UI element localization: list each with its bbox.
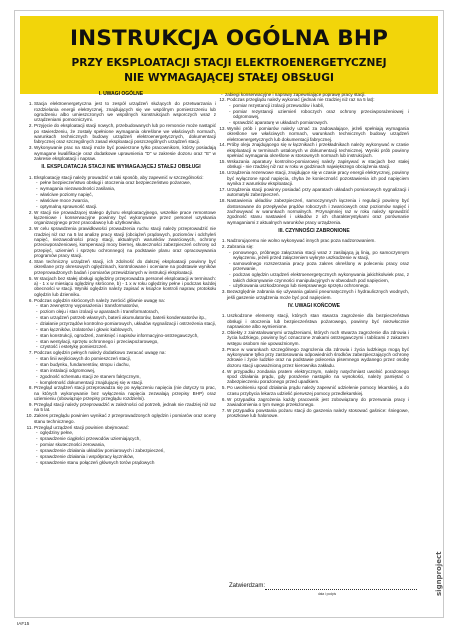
list-item: 10. Zakres przeglądu powinien wynikać z przeprowadzonych oględzin i pomiarów oraz oceny stanu technicznego. xyxy=(34,413,216,424)
sub-list-item: - oględziny pełne, xyxy=(40,430,216,435)
product-code: IAF15 xyxy=(17,621,30,626)
signature-line xyxy=(265,589,417,590)
list-item-text: Przegląd urządzeń stacji powinien obejmować: xyxy=(34,424,130,430)
header-banner xyxy=(20,16,438,94)
list-item: 3. Bezwzględnie zabrania się używania galanii pneumatycznych i hydraulicznych wodnych, jeśli gaszenie urządzenia może być pod napięciem. xyxy=(227,289,409,300)
list-item-text: Podczas oględzin skróconych należy zwrócić głównie uwagę na: xyxy=(34,297,165,303)
sub-list-item: - właściwe poziomy napięć, xyxy=(40,192,216,197)
list-item: 1. Nadzorującemu nie wolno wykonywać innych prac poza nadzorowaniem. xyxy=(227,238,409,243)
list-item: 4. Stan techniczny urządzeń stacji, ich zdolność do dalszej eksploatacji powinny być określane przy okresowych oględzinach, kontrolowane i oceniane na podstawie wyników przeprowadzonych badań i pomiarów przewidzianych w instrukcji eksploatacji. xyxy=(34,259,216,275)
list-item xyxy=(227,97,409,125)
section-heading-final-remarks: IV. UWAGI KOŃCOWE xyxy=(287,303,341,310)
sub-list xyxy=(34,303,216,350)
sub-list-item: - pełne bezpieczeństwo obsługi i otoczenia oraz bezpieczeństwo pożarowe, xyxy=(40,180,216,185)
sub-list xyxy=(227,250,409,289)
section-heading-operation: II. EKSPLOATACJA STACJI NIE WYMAGAJĄCEJ STAŁEJ OBSŁUGI xyxy=(41,164,201,171)
list-item xyxy=(34,298,216,350)
list-item: 13. Wyniki prób i pomiarów należy uznać za zadowalające, jeżeli spełniają wymagania określone we właściwych normach, warunkach technicznych budowy urządzeń elektroenergetycznych lub dokumentacji fabrycznej. xyxy=(227,126,409,142)
sub-list-item: - stan urządzeń potrzeb własnych, baterii akumulatorów, baterii kondensatorów itp., xyxy=(40,315,216,320)
sub-list-item: - wymagania niezawodności zasilania, xyxy=(40,186,216,191)
sub-list-item: - stan budynku, fundamentów, stropu i dachu, xyxy=(40,362,216,367)
list-item: 17. Urządzenia stacji powinny posiadać przy aparatach układach pomiarowych sygnalizacji i automatyki zabezpieczeń. xyxy=(227,187,409,198)
sub-list-item: - optymalną sprawność stacji. xyxy=(40,204,216,209)
sub-list-item: - pomiar rezystancji uziemień roboczych oraz ochrony przeciwporażeniowej i odgromowej, xyxy=(233,109,409,120)
sub-list-item: - zabiegi konserwacyjne i naprawy zapewniające poprawę pracy stacji. xyxy=(225,92,409,97)
list-item: 9. Przegląd stacji należy przeprowadzić w zależności od potrzeb, jednak nie rzadziej niż raz na 5 lat. xyxy=(34,402,216,413)
sub-list-item: - sprawdzenie działania układów pomiarowych i zabezpieczeń, xyxy=(40,448,216,453)
sub-list-item: - stan instalacji odgromowej, xyxy=(40,368,216,373)
brand-logo: signproject xyxy=(435,551,443,596)
list-item: 4. W przypadku zondania pratem elektrycznym, należy natychmiast uwolnić porażonego spod działania prądu, gdy porażenie nastąpiło na wysokości, należy pamiętać o zabezpieczeniu porażonego przed upadkiem. xyxy=(227,369,409,385)
sub-list-item: - stan łączników, izolatorów i głowic kablowych, xyxy=(40,327,216,332)
list-item xyxy=(34,350,216,384)
sub-list xyxy=(34,356,216,385)
sub-list-item: - działanie przyrządów kontrolno-pomiarowych, układów sygnalizacji i ostrzeżenia stacji, xyxy=(40,321,216,326)
sub-list-item: - kompletność dokumentacji znajdującej się w stacji. xyxy=(40,380,216,385)
list-item: 3. Wykonywanie prac na stacji może być powierzone tylko pracownikom, którzy posiadają wymagane kwalifikacje oraz dodatkowe uprawnienia "D" w zakresie dozoru oraz "E" w zakresie eksploatacji i napraw. xyxy=(34,145,216,161)
sub-list-item: - sprawdzić aparaturę w układach pomiarowych. xyxy=(233,120,409,125)
list-item: 16. Urządzenia rezerwowe stacji, znajdujące się w czasie pracy energii elektrycznej, powinny być wyłączone spod napięcia, chyba że konieczność pozostawienia ich pod napięciem wynika z warunków eksploatacji. xyxy=(227,170,409,186)
list-item: 5. W stacjach bez stałej obsługi oględziny przeprowadza personel eksploatacji w terminach: a) - 1 x w miesiącu oględziny skrócone, b) - 1 x w roku oględziny pełne i podczas każdej obecności w stacji. Wyniki oględzin należy zapisać w książce kontroli napraw, protokołu oględzin lub dzienniku. xyxy=(34,276,216,297)
operation-list-continued xyxy=(219,97,409,225)
list-item: 3. Prace w warunkach szczególnego zagrożenia dla zdrowia i życia ludzkiego mogą być wykonywane tylko przy zastosowaniu odpowiednich środków zabezpieczających ochronę zdrowie i życie ludzkie oraz na podstawie polecenia pisemnego wydanego przez osobę dozoru stacji upoważnioną przez kierownika zakładu. xyxy=(227,347,409,368)
list-item: 6. W przypadku zagrożenia każdy pracownik jest zobowiązany do przerwania pracy i zawiadomienia o tym swego przełożonego. xyxy=(227,397,409,408)
list-item: 18. Nastawienia układów zabezpieczeń, samoczynnych łączenia i regulacji powinny być dostosowane do przepływów prądów roboczych i zwarciowych oraz poziomów napięć i zachowywać w warunkach normalnych. Przynajmniej raz w roku należy sprawdzić zgodność stanu nastawień i układów z ich charakterystykami oraz porównanie wymaganiami z aktualnych warunków pracy urządzenia. xyxy=(227,198,409,225)
sub-list-item: - pomiar rezystancji izolacji przewodów i kabli, xyxy=(233,103,409,108)
approval-label: Zatwierdzam: xyxy=(229,583,266,589)
list-item-text: Zabrania się: xyxy=(227,244,254,250)
sub-list-item: - stan zewnętrzny wyposażenia i transformatorów, xyxy=(40,303,216,308)
list-item: 5. Po uwolnieniu spod działania prądu należy zapewnić udzielenie pomocy lekarskiej, a do czasu przybycia lekarza udzielić pierwszej pomocy przedlekarskiej. xyxy=(227,385,409,396)
sub-list-item: - sprawdzenie stanu połączeń głównych torów prądowych xyxy=(40,460,216,465)
document-subtitle-line1: PRZY EKSPLOATACJI STACJI ELEKTROENERGETYCZNEJ xyxy=(71,57,387,69)
sub-list-continued xyxy=(219,92,409,97)
list-item: 8. Przegląd urządzeń stacji przeprowadza się po wyłączeniu napięcia (nie dotyczy to prac, na których wykonywanie bez wyłączenia napięcia zezwalają przepisy BHP) oraz uziemieniu (obowiązuje przepisy przeglądu rozdzielni). xyxy=(34,385,216,401)
list-item: 1. Uszkodzone elementy stacji, których stan stwarza zagrożenie dla bezpieczeństwa obsługi i otoczenia lub bezpieczeństwa pożarowego, powinny być niezwłocznie naprawione albo wymienione. xyxy=(227,313,409,329)
sub-list-item: - stan konstrukcji, ogrodzeń, zamknięć i napisów informacyjno-ostrzegawczych, xyxy=(40,333,216,338)
general-list xyxy=(26,101,216,161)
document-subtitle-line2: NIE WYMAGAJĄCEJ STAŁEJ OBSŁUGI xyxy=(124,72,334,84)
sub-list-item: - czystość i estetykę pomieszczeń. xyxy=(40,344,216,349)
sub-list-item: - sprawdzenie działania i współpracy łączników, xyxy=(40,454,216,459)
sub-list-item: - sprawdzenie ciągłości przewodów uziemiających, xyxy=(40,436,216,441)
sub-list-item: - poziom oleju i stan izolacji w aparatach i transformatorach, xyxy=(40,309,216,314)
sub-list-item: - stan wentylacji, sprzętu ochronnego i przeciwpożarowego, xyxy=(40,339,216,344)
section-heading-prohibited: III. CZYNNOŚCI ZABRONIONE xyxy=(278,228,350,234)
list-item: 15. Wskazania aparatury kontrolno-pomiarowej należy zapisywać w stacjach bez stałej obsługi - nie rzadziej niż raz w roku w godzinach największego obciążenia stacji. xyxy=(227,159,409,170)
sub-list-item: - pomiar skuteczności zerowania, xyxy=(40,442,216,447)
sub-list xyxy=(34,430,216,465)
left-column xyxy=(26,92,216,466)
list-item: 7. W przypadku powstania pożaru stacji do gaszenia należy stosować gaśnice: śniegowe, proszkowe lub halonowe. xyxy=(227,408,409,419)
list-item-text: Podczas oględzin pełnych należy dodatkowo zwracać uwagę na: xyxy=(34,350,166,356)
list-item: 2. Obiekty z zainstalowanymi urządzeniami, których ruch stwarza zagrożenie dla zdrowia i życia ludzkiego, powinny być oznaczone znakami ostrzegawczymi i tablicami z zakazem wstępu osobom nie upoważnionym. xyxy=(227,330,409,346)
sub-list xyxy=(34,180,216,209)
list-item xyxy=(227,244,409,289)
sub-list-item: - samowolnego rozszerzania pracy poza zakres określony w poleceniu pracy oraz przerwanie, xyxy=(233,261,409,272)
prohibited-list xyxy=(219,238,409,300)
sub-list-item: - zgodność schematu stacji ze stanem faktycznym, xyxy=(40,374,216,379)
sub-list-item: - właściwe moce zwarcia, xyxy=(40,198,216,203)
list-item-text: Eksploatację stacji należy prowadzić w taki sposób, aby zapewnić w szczególności: xyxy=(34,174,204,180)
sub-list xyxy=(227,103,409,126)
operation-list xyxy=(26,175,216,465)
sub-list-item: - stan linii wejściowych do pomieszczeń stacji, xyxy=(40,356,216,361)
signature-caption: data i podpis xyxy=(318,592,337,596)
list-item-text: Podczas przeglądu należy wykonać (jednak nie rzadziej niż raz na 5 lat): xyxy=(227,97,375,103)
sub-list-item: - ponownego, próbnego załączania stacji wraz z zasilającą ją linią, po samoczynnym wyłączeniu, jeżeli przed załączeniem wykryte uszkodzenie w stacji, xyxy=(233,250,409,261)
sub-list-item: - użytkowania uszkodzonego lub niesprawnego sprzętu ochronnego. xyxy=(233,283,409,288)
section-heading-general: I. UWAGI OGÓLNE xyxy=(98,91,144,97)
sub-list-item: - podczas oględzin urządzeń elektroenergetycznych wykonywania jakichkolwiek prac, z takich dokonywanie czynności manipulacyjnych w obwodach pod napięciem, xyxy=(233,272,409,283)
list-item xyxy=(34,425,216,465)
list-item: 2. W stacji nie prowadzącej stałego dyżuru eksploatacyjnego, wszelkie prace remontowe łączeniowe i konserwacyjne powinny być wykonywane przez personel uzyskania organizacyjnego przez pracodawcę lub użytkownika. xyxy=(34,210,216,226)
list-item xyxy=(34,175,216,209)
right-column xyxy=(219,92,409,419)
document-title: INSTRUKCJA OGÓLNA BHP xyxy=(69,26,389,51)
list-item: 1. Stacja elektroenergetyczna jest to zespół urządzeń służących do przetwarzania i rozdzielania energii elektrycznej, znajdujących się we wspólnym pomieszczeniu lub ogrodzeniu albo umieszczonych we wspólnych konstrukcjach wsporczych wraz z urządzeniami pomocniczymi. xyxy=(34,101,216,122)
list-item: 3. W celu sprawdzenia prawidłowości prowadzenia ruchu stacji należy przeprowadzić nie rzadziej niż raz na 5 lat analizę pracy stacji (obciążeń prądowych, poziomów i odchyleń napięć, niezawodności pracy stacji, aktualnych warunków zwarciowych, ochrony przeciwporażeniowej, kompensacji mocy biernej, skuteczności zabezpieczeń ochrony od przepięć, uziemień i sprzętu ochronnego) na podstawie planu oraz opracowywania programów pracy stacji. xyxy=(34,226,216,258)
list-item: 14. Próby oleju znajdującego się w łącznikach i przekładnikach należy wykonywać w czasie eksploatacji w terminach ustalonych w dokumentacji technicznej. Wyniki prób powinny spełniać wymagania określone w stosownych normach lub instrukcjach. xyxy=(227,142,409,158)
final-remarks-list xyxy=(219,313,409,418)
list-item: 2. Przyjęcie do eksploatacji stacji nowych, przebudowanych lub po remoncie może nastąpić po stwierdzeniu, że zostały spełnione wymagania określone we właściwych normach, warunkach technicznych budowy urządzeń elektroenergetycznych, dokumentacji fabrycznej oraz szczególnych zasad eksploatacji poszczególnych urządzeń stacji. xyxy=(34,123,216,144)
